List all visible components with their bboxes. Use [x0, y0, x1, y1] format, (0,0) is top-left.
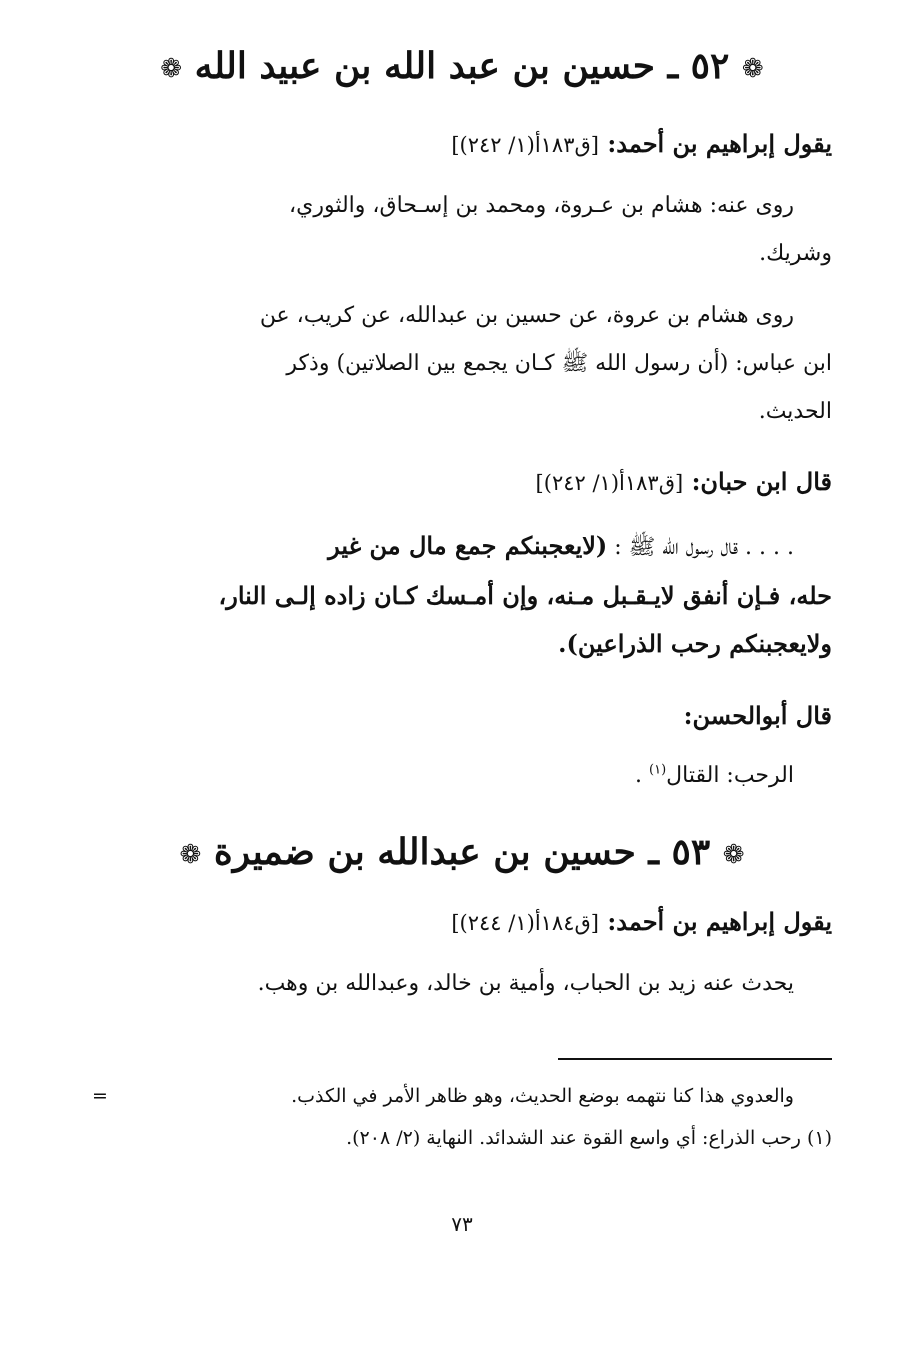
- footnote-1: [92, 1120, 832, 1156]
- footnote-continued: [92, 1078, 832, 1114]
- entry-53-title-text: ٥٣ ـ حسين بن عبدالله بن ضميرة: [213, 831, 711, 873]
- entry-52-definition-paragraph: [92, 752, 832, 800]
- page-number: ٧٣: [451, 1212, 473, 1236]
- continuation-mark: =: [92, 1085, 108, 1107]
- heading-speaker: قال ابن حبان:: [691, 467, 832, 496]
- quote-text: (لايعجبنكم جمع مال من غير: [328, 531, 608, 560]
- entry-52-heading-ibn-hibban: [92, 466, 832, 499]
- entry-53-title: [0, 830, 924, 877]
- entry-52-hadith-paragraph: [92, 292, 832, 436]
- definition-end: .: [635, 763, 643, 788]
- heading-speaker: يقول إبراهيم بن أحمد:: [607, 907, 832, 936]
- paragraph-line: روى هشام بن عروة، عن حسين بن عبدالله، عن كريب، عن: [259, 303, 794, 328]
- quote-intro: . . . . قال رسول الله ﷺ :: [614, 535, 794, 560]
- entry-52-narrators-paragraph: [92, 182, 832, 278]
- entry-52-prophet-quote-paragraph: [92, 522, 832, 668]
- ornament-right-icon: ❁: [741, 54, 764, 84]
- paragraph-line: [92, 752, 832, 800]
- manuscript-reference: [ق١٨٣أ(١/ ٢٤٢)]: [535, 471, 684, 495]
- paragraph-line: ولايعجبنكم رحب الذراعين).: [558, 629, 832, 658]
- ornament-right-icon: ❁: [722, 840, 745, 870]
- paragraph-line: ابن عباس: (أن رسول الله ﷺ كـان يجمع بين الصلاتين) وذكر: [286, 351, 832, 376]
- entry-52-title-text: ٥٢ ـ حسين بن عبد الله بن عبيد الله: [194, 45, 730, 87]
- heading-speaker: يقول إبراهيم بن أحمد:: [607, 129, 832, 158]
- heading-speaker: قال أبوالحسن:: [683, 701, 832, 730]
- footnote-marker: (١): [649, 762, 667, 778]
- footnote-continued-text: والعدوي هذا كنا نتهمه بوضع الحديث، وهو ظاهر الأمر في الكذب.: [291, 1085, 794, 1107]
- entry-52-title: [0, 44, 924, 91]
- manuscript-reference: [ق١٨٣أ(١/ ٢٤٢)]: [451, 133, 599, 157]
- paragraph-line: الحديث.: [758, 399, 832, 424]
- paragraph-line: يحدث عنه زيد بن الحباب، وأمية بن خالد، وعبدالله بن وهب.: [257, 971, 794, 996]
- paragraph-line: حله، فـإن أنفق لايـقـبل مـنه، وإن أمـسك كـان زاده إلـى النار،: [218, 581, 832, 610]
- definition-text: الرحب: القتال: [666, 763, 794, 788]
- ornament-left-icon: ❁: [160, 54, 183, 84]
- entry-53-heading-ibrahim: [92, 906, 832, 939]
- entry-52-heading-abu-al-hasan: [92, 700, 832, 732]
- entry-52-heading-ibrahim: [92, 128, 832, 161]
- paragraph-line: [92, 522, 832, 572]
- ornament-left-icon: ❁: [179, 840, 202, 870]
- entry-53-narrators-paragraph: [92, 960, 832, 1008]
- manuscript-reference: [ق١٨٤أ(١/ ٢٤٤)]: [451, 911, 599, 935]
- footnote-1-text: (١) رحب الذراع: أي واسع القوة عند الشدائد. النهاية (٢/ ٢٠٨).: [346, 1127, 832, 1149]
- paragraph-line: روى عنه: هشام بن عـروة، ومحمد بن إسـحاق، والثوري،: [289, 193, 794, 218]
- paragraph-line: وشريك.: [759, 241, 832, 266]
- footnote-divider: [558, 1058, 832, 1060]
